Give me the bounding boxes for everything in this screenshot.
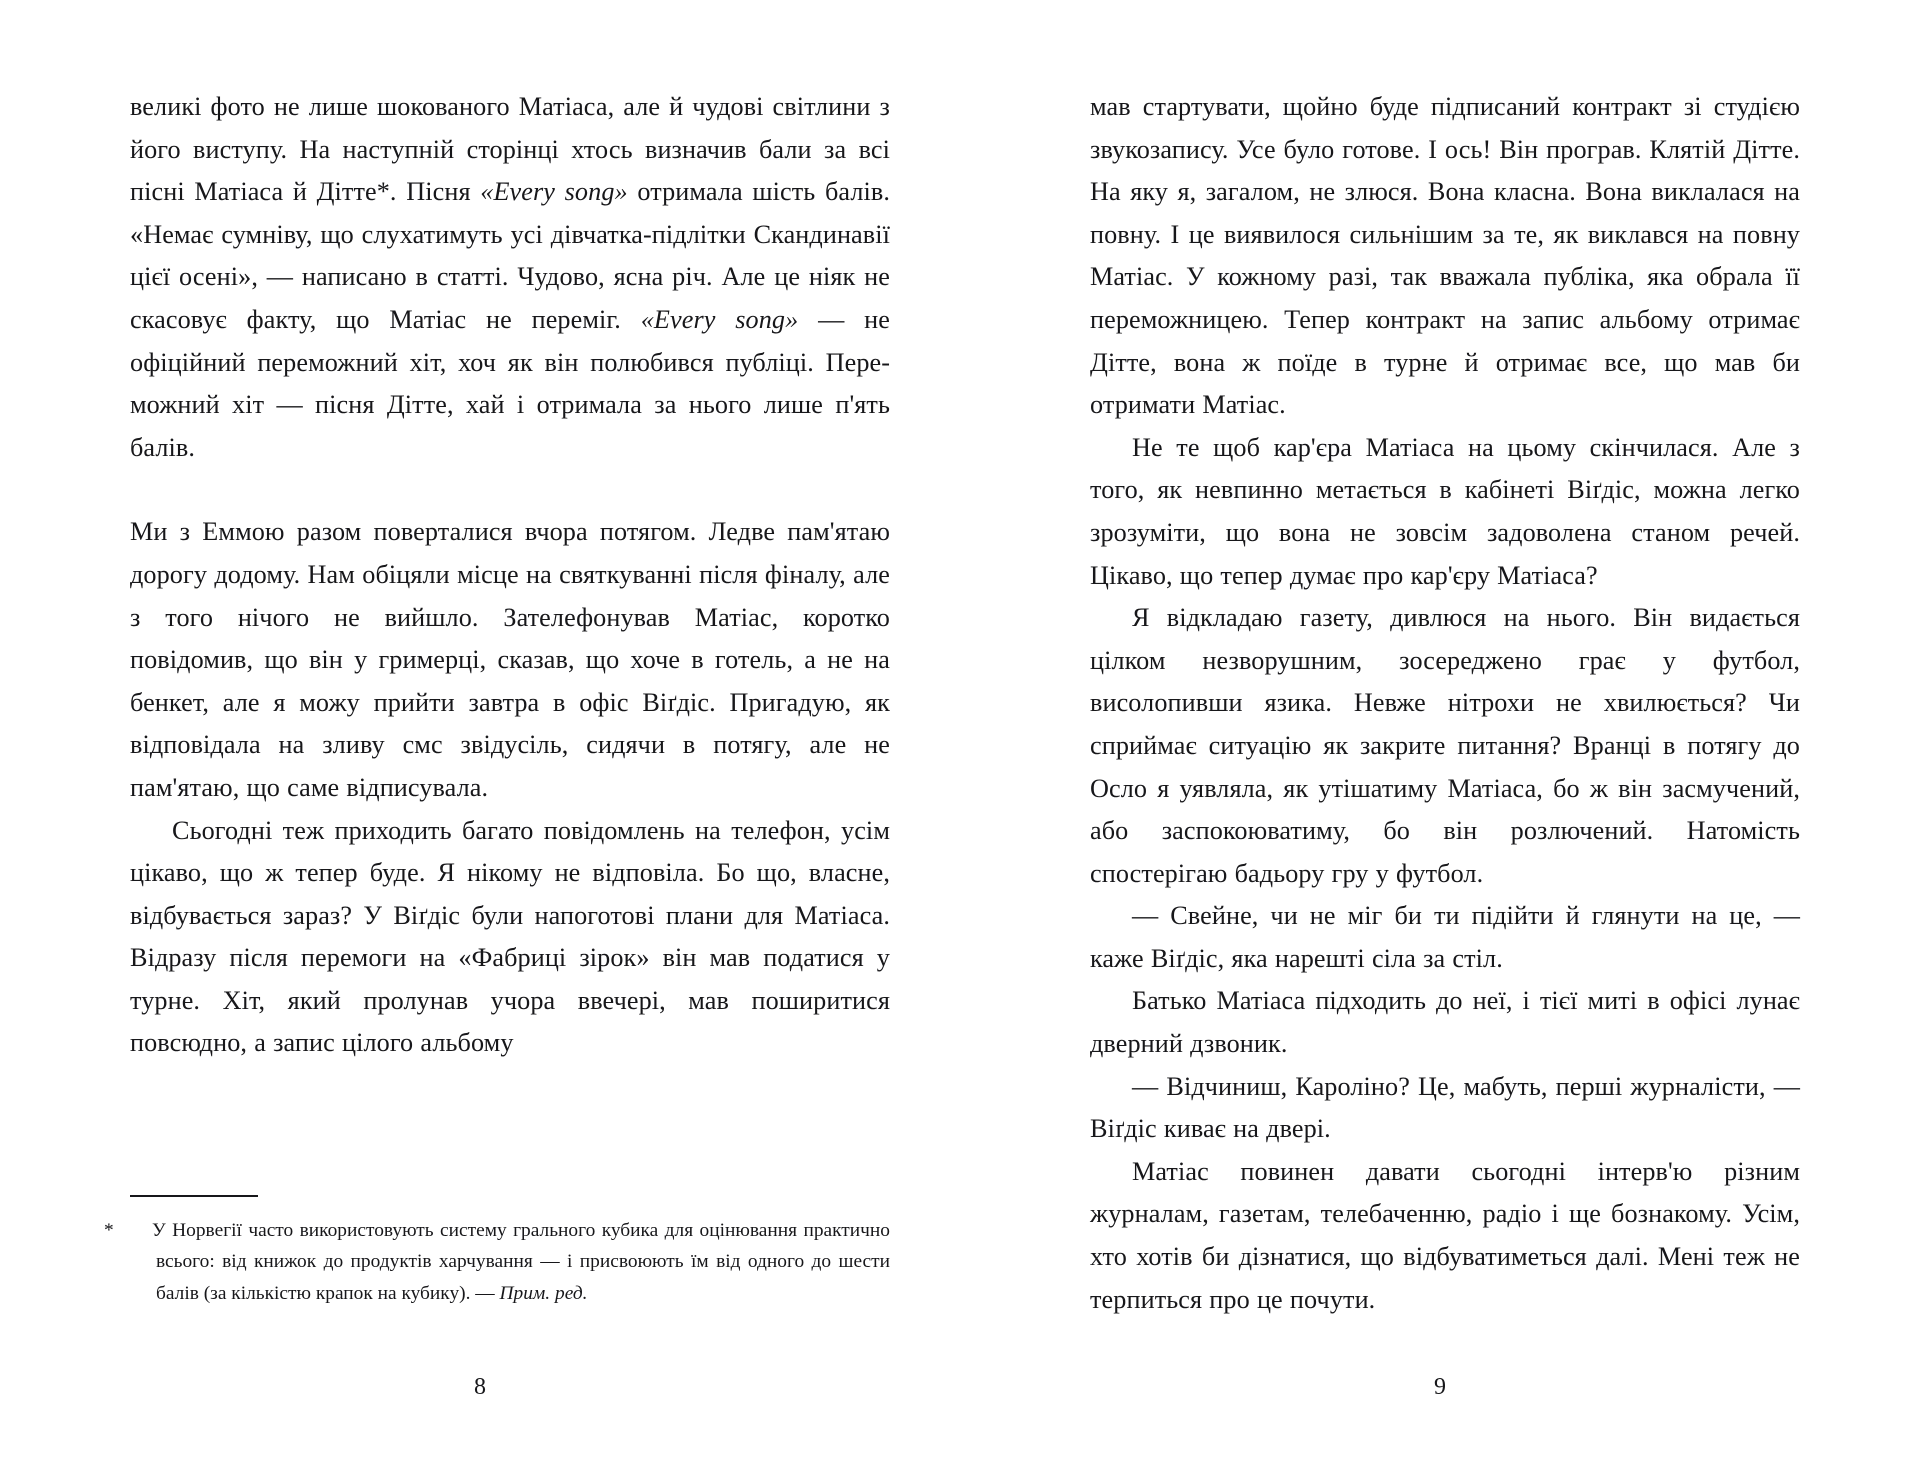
paragraph: великі фото не лише шокованого Матіаса, але й чудові світлини з його виступу. На наступній сторінці хтось визначив бали за всі пісні Матіаса й Дітте*. Пісня «Every song» отримала шість балів. «Немає сумніву, що слухатимуть усі дівчатка-підлітки Скандинавії цієї осені», — написано в статті. Чудово, ясна річ. Але це ніяк не скасовує факту, що Матіас не переміг. «Every song» — не офіційний переможний хіт, хоч як він полюбився публіці. Переможний хіт — пісня Дітте, хай і отримала за нього лише п'ять балів. [130, 92, 891, 462]
footnote-source: Прим. ред. [499, 1282, 588, 1304]
paragraph: Не те щоб кар'єра Матіаса на цьому скінчилася. Але з того, як невпинно метається в кабінеті Віґдіс, можна легко зрозуміти, що вона не зовсім задоволена станом речей. Цікаво, що тепер думає про кар'єру Матіаса? [1090, 432, 1800, 590]
paragraph: Ми з Еммою разом поверталися вчора потягом. Ледве пам'ятаю дорогу додому. Нам обіцяли місце на святкуванні після фіналу, але з того нічого не вийшло. Зателефонував Матіас, коротко повідомив, що він у гримерці, сказав, що хоче в готель, а не на бенкет, але я можу прийти завтра в офіс Віґдіс. Пригадую, як відповідала на зливу смс звідусіль, сидячи в потягу, але не пам'ятаю, що саме відписувала. [130, 517, 890, 802]
left-page-textblock [130, 86, 890, 1065]
paragraph-dialogue: — Відчиниш, Кароліно? Це, мабуть, перші журналісти, — Віґдіс киває на двері. [1090, 1071, 1800, 1144]
paragraph: Батько Матіаса підходить до неї, і тієї миті в офісі лунає дверний дзвоник. [1090, 986, 1800, 1059]
paragraph: Я відкладаю газету, дивлюся на нього. Він видається цілком незворушним, зосереджено грає у футбол, висолопивши язика. Невже нітрохи не хвилюється? Чи сприймає ситуацію як закрите питання? Вранці в потягу до Осло я уявляла, як утішатиму Матіаса, бо ж він засмучений, або заспокоюватиму, бо він розлючений. Натомість спостерігаю бадьору гру у футбол. [1090, 603, 1800, 888]
footnote-marker: * [104, 1219, 114, 1241]
paragraph: Сьогодні теж приходить багато повідомлень на телефон, усім цікаво, що ж тепер буде. Я нікому не відповіла. Бо що, власне, відбувається зараз? У Віґдіс були напоготові плани для Матіаса. Відразу після перемоги на «Фабриці зірок» він мав податися у турне. Хіт, який пролунав учора ввечері, мав поширитися повсюдно, а запис цілого альбому [130, 815, 890, 1058]
footnote-text [104, 1215, 890, 1310]
paragraph: мав стартувати, щойно буде підписаний контракт зі студією звукозапису. Усе було готове. І ось! Він програв. Клятій Дітте. На яку я, загалом, не злюся. Вона класна. Вона виклалася на повну. І це виявилося сильнішим за те, як виклався на повну Матіас. У кожному разі, так вважала публіка, яка обрала її переможницею. Тепер контракт на запис альбому отримає Дітте, вона ж поїде в турне й отримає все, що мав би отримати Матіас. [1090, 92, 1800, 420]
right-page-textblock [1090, 86, 1800, 1321]
paragraph: Матіас повинен давати сьогодні інтерв'ю різним журналам, газетам, телебаченню, радіо і ще бознакому. Усім, хто хотів би дізнатися, що відбуватиметься далі. Мені теж не терпиться про це почути. [1090, 1156, 1800, 1314]
footnote-divider [130, 1195, 258, 1197]
right-page [960, 86, 1920, 1477]
page-number-left: 8 [474, 1374, 486, 1400]
song-title-italic: «Every song» [480, 177, 628, 207]
footnote-block [104, 1195, 890, 1310]
paragraph-dialogue: — Свейне, чи не міг би ти підійти й глянути на це, — каже Віґдіс, яка нарешті сіла за стіл. [1090, 901, 1800, 973]
footnote-body: У Норвегії часто використовують систему грального кубика для оцінювання практично всього: від книжок до продуктів харчування — і присвоюють їм від одного до шести балів (за кількістю крапок на кубику). — [152, 1219, 890, 1304]
left-page [0, 86, 960, 1477]
page-number-right: 9 [1434, 1374, 1446, 1400]
song-title-italic: «Every song» [640, 304, 799, 334]
